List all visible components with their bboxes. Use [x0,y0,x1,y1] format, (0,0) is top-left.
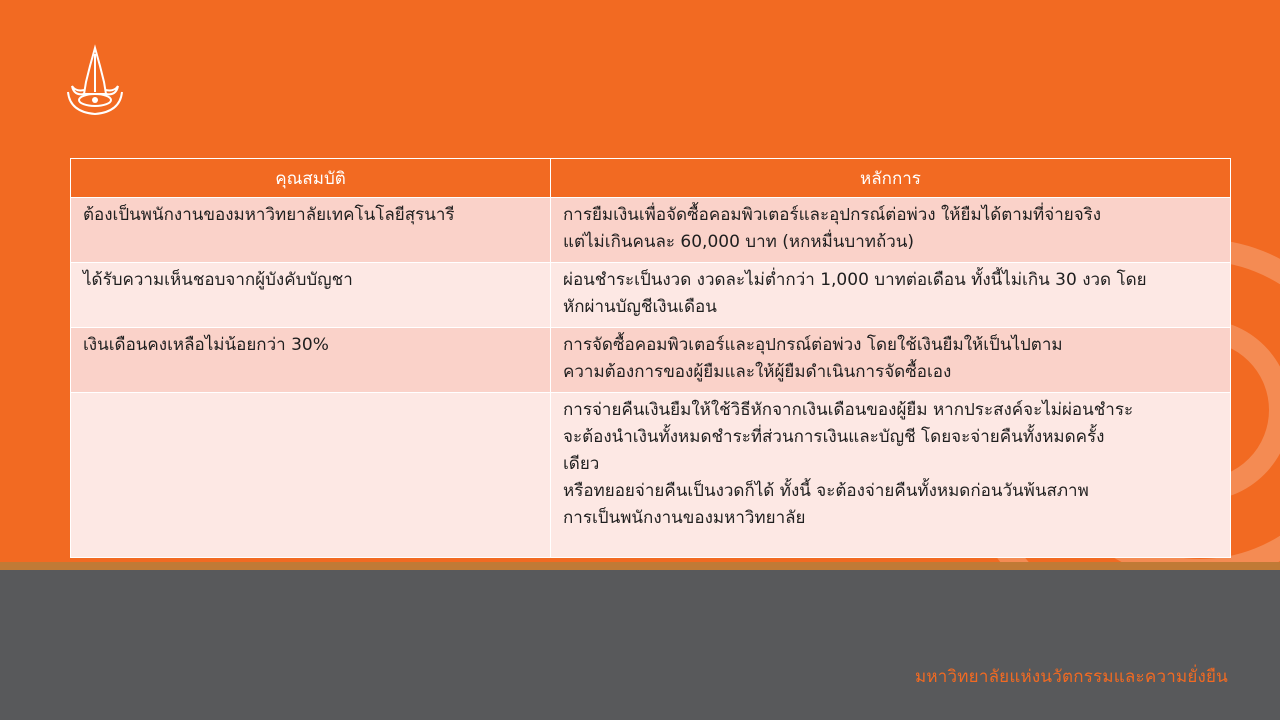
header-qualification: คุณสมบัติ [71,159,551,198]
qualification-cell: ได้รับความเห็นชอบจากผู้บังคับบัญชา [71,263,551,328]
table-row [71,328,1231,393]
table-row [71,198,1231,263]
principle-cell: การยืมเงินเพื่อจัดซื้อคอมพิวเตอร์และอุปกรณ์ต่อพ่วง ให้ยืมได้ตามที่จ่ายจริง แต่ไม่เกินคนละ 60,000 บาท (หกหมื่นบาทถ้วน) [551,198,1231,263]
footer-tagline: มหาวิทยาลัยแห่งนวัตกรรมและความยั่งยืน [914,667,1228,687]
principle-cell: การจ่ายคืนเงินยืมให้ใช้วิธีหักจากเงินเดือนของผู้ยืม หากประสงค์จะไม่ผ่อนชำระ จะต้องนำเงินทั้งหมดชำระที่ส่วนการเงินและบัญชี โดยจะจ่ายคืนทั้งหมดครั้ง เดียว หรือทยอยจ่ายคืนเป็นงวดก็ได้ ทั้งนี้ จะต้องจ่ายคืนทั้งหมดก่อนวันพ้นสภาพ การเป็นพนักงานของมหาวิทยาลัย [551,393,1231,558]
qualification-principle-table [70,158,1231,558]
table-row [71,263,1231,328]
qualification-cell: เงินเดือนคงเหลือไม่น้อยกว่า 30% [71,328,551,393]
principle-cell: ผ่อนชำระเป็นงวด งวดละไม่ต่ำกว่า 1,000 บาทต่อเดือน ทั้งนี้ไม่เกิน 30 งวด โดย หักผ่านบัญชีเงินเดือน [551,263,1231,328]
qualification-cell: ต้องเป็นพนักงานของมหาวิทยาลัยเทคโนโลยีสุรนารี [71,198,551,263]
qualification-cell [71,393,551,558]
principle-cell: การจัดซื้อคอมพิวเตอร์และอุปกรณ์ต่อพ่วง โดยใช้เงินยืมให้เป็นไปตาม ความต้องการของผู้ยืมและให้ผู้ยืมดำเนินการจัดซื้อเอง [551,328,1231,393]
table-header-row [71,159,1231,198]
footer-bar [0,570,1280,720]
header-principle: หลักการ [551,159,1231,198]
university-emblem-icon [60,44,130,118]
divider-stripe [0,562,1280,570]
table-row [71,393,1231,558]
